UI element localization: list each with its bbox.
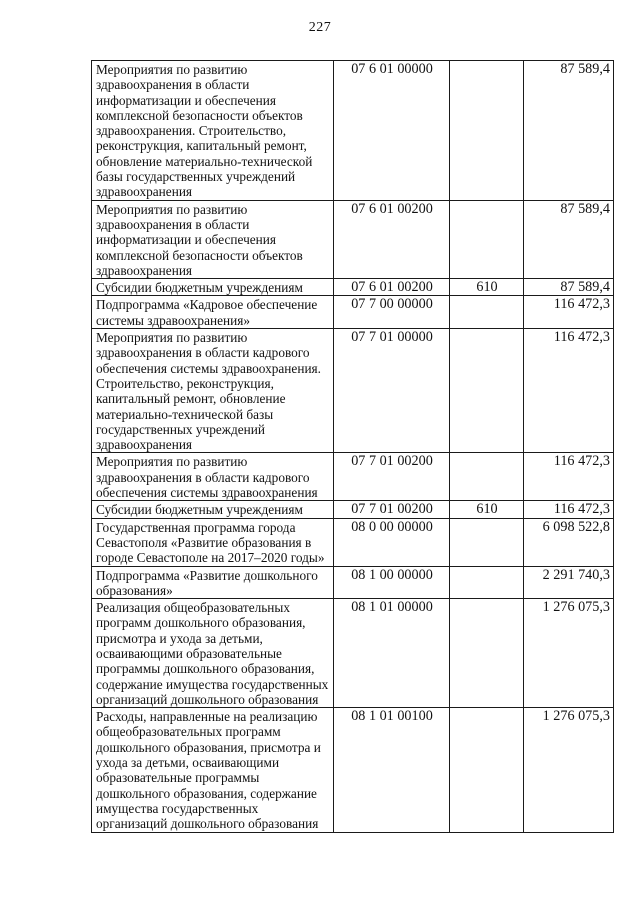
row-code: 07 7 00 00000	[334, 296, 450, 329]
row-name: Субсидии бюджетным учреждениям	[92, 501, 334, 518]
row-amount: 87 589,4	[524, 279, 614, 296]
row-type	[450, 200, 524, 278]
row-code: 08 1 00 00000	[334, 566, 450, 599]
row-name: Государственная программа города Севастополя «Развитие образования в городе Севастополе на 2017–2020 годы»	[92, 518, 334, 566]
row-name: Мероприятия по развитию здравоохранения в области информатизации и обеспечения комплексной безопасности объектов здравоохранения. Строительство, реконструкция, капитальный ремонт, обновление материально-технической базы государственных учреждений здравоохранения	[92, 61, 334, 201]
row-amount: 87 589,4	[524, 200, 614, 278]
row-type: 610	[450, 501, 524, 518]
table-row	[92, 708, 614, 832]
row-code: 07 7 01 00000	[334, 329, 450, 453]
row-amount: 116 472,3	[524, 296, 614, 329]
row-type	[450, 599, 524, 708]
row-name: Расходы, направленные на реализацию общеобразовательных программ дошкольного образования, присмотра и ухода за детьми, осваивающими образовательные программы дошкольного образования, содержание имущества государственных организаций дошкольного образования	[92, 708, 334, 832]
table-row	[92, 599, 614, 708]
row-name: Субсидии бюджетным учреждениям	[92, 279, 334, 296]
row-type	[450, 518, 524, 566]
page-number: 227	[308, 20, 332, 35]
table-row	[92, 566, 614, 599]
row-code: 07 6 01 00200	[334, 200, 450, 278]
row-type	[450, 708, 524, 832]
row-amount: 116 472,3	[524, 453, 614, 501]
row-code: 07 7 01 00200	[334, 453, 450, 501]
row-amount: 1 276 075,3	[524, 708, 614, 832]
row-amount: 1 276 075,3	[524, 599, 614, 708]
row-name: Мероприятия по развитию здравоохранения в области кадрового обеспечения системы здравоохранения. Строительство, реконструкция, капитальный ремонт, обновление материально-технической базы государственных учреждений здравоохранения	[92, 329, 334, 453]
row-name: Подпрограмма «Развитие дошкольного образования»	[92, 566, 334, 599]
row-type	[450, 566, 524, 599]
table-row	[92, 501, 614, 518]
row-type	[450, 61, 524, 201]
table-row	[92, 279, 614, 296]
budget-table	[91, 60, 614, 833]
row-name: Мероприятия по развитию здравоохранения в области информатизации и обеспечения комплексной безопасности объектов здравоохранения	[92, 200, 334, 278]
row-code: 07 7 01 00200	[334, 501, 450, 518]
table-row	[92, 200, 614, 278]
row-amount: 116 472,3	[524, 329, 614, 453]
row-type	[450, 329, 524, 453]
row-amount: 87 589,4	[524, 61, 614, 201]
row-amount: 116 472,3	[524, 501, 614, 518]
row-name: Подпрограмма «Кадровое обеспечение системы здравоохранения»	[92, 296, 334, 329]
row-name: Реализация общеобразовательных программ дошкольного образования, присмотра и ухода за детьми, осваивающими образовательные программы дошкольного образования, содержание имущества государственных организаций дошкольного образования	[92, 599, 334, 708]
row-code: 08 1 01 00100	[334, 708, 450, 832]
table-row	[92, 518, 614, 566]
row-code: 07 6 01 00200	[334, 279, 450, 296]
row-code: 08 1 01 00000	[334, 599, 450, 708]
row-type	[450, 453, 524, 501]
row-name: Мероприятия по развитию здравоохранения в области кадрового обеспечения системы здравоохранения	[92, 453, 334, 501]
table-row	[92, 453, 614, 501]
row-type: 610	[450, 279, 524, 296]
row-code: 07 6 01 00000	[334, 61, 450, 201]
row-type	[450, 296, 524, 329]
table-row	[92, 296, 614, 329]
table-row	[92, 329, 614, 453]
row-amount: 6 098 522,8	[524, 518, 614, 566]
row-code: 08 0 00 00000	[334, 518, 450, 566]
row-amount: 2 291 740,3	[524, 566, 614, 599]
table-row	[92, 61, 614, 201]
